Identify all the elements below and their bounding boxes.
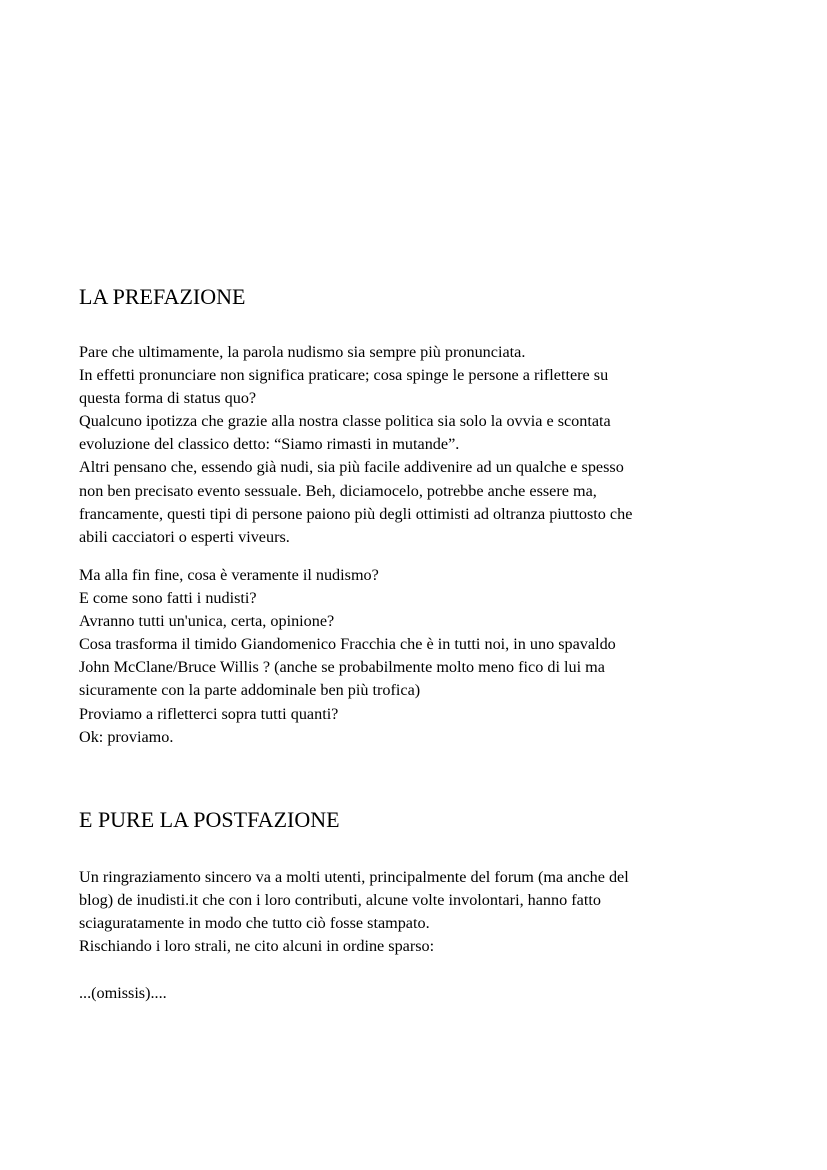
text-line: Altri pensano che, essendo già nudi, sia più facile addivenire ad un qualche e spesso	[79, 458, 624, 477]
text-line: E come sono fatti i nudisti?	[79, 589, 257, 608]
prefazione-heading: LA PREFAZIONE	[79, 284, 246, 309]
prefazione-paragraph-1	[79, 341, 759, 549]
text-line: Avranno tutti un'unica, certa, opinione?	[79, 612, 335, 631]
text-line: ...(omissis)....	[79, 984, 167, 1002]
postfazione-paragraph-2	[79, 982, 759, 1005]
postfazione-heading: E PURE LA POSTFAZIONE	[79, 807, 340, 832]
postfazione-paragraph-1	[79, 866, 759, 958]
prefazione-paragraph-2	[79, 564, 759, 749]
text-line: Pare che ultimamente, la parola nudismo sia sempre più pronunciata.	[79, 343, 526, 361]
text-line: non ben precisato evento sessuale. Beh, diciamocelo, potrebbe anche essere ma,	[79, 481, 597, 500]
text-line: evoluzione del classico detto: “Siamo rimasti in mutande”.	[79, 435, 460, 454]
text-line: sicuramente con la parte addominale ben più trofica)	[79, 681, 421, 700]
text-line: questa forma di status quo?	[79, 389, 257, 408]
text-line: blog) de inudisti.it che con i loro contributi, alcune volte involontari, hanno fatto	[79, 891, 601, 910]
text-line: sciaguratamente in modo che tutto ciò fosse stampato.	[79, 914, 430, 933]
text-line: Ma alla fin fine, cosa è veramente il nudismo?	[79, 566, 379, 584]
text-line: abili cacciatori o esperti viveurs.	[79, 527, 290, 546]
text-line: In effetti pronunciare non significa praticare; cosa spinge le persone a riflettere su	[79, 366, 609, 385]
text-line: John McClane/Bruce Willis ? (anche se probabilmente molto meno fico di lui ma	[79, 658, 605, 677]
text-line: Cosa trasforma il timido Giandomenico Fracchia che è in tutti noi, in uno spavaldo	[79, 635, 616, 654]
text-line: Rischiando i loro strali, ne cito alcuni in ordine sparso:	[79, 937, 435, 956]
text-line: Un ringraziamento sincero va a molti utenti, principalmente del forum (ma anche del	[79, 868, 629, 886]
text-line: Qualcuno ipotizza che grazie alla nostra classe politica sia solo la ovvia e scontata	[79, 412, 611, 431]
text-line: francamente, questi tipi di persone paiono più degli ottimisti ad oltranza piuttosto che	[79, 504, 633, 523]
text-line: Ok: proviamo.	[79, 727, 174, 746]
text-line: Proviamo a rifletterci sopra tutti quanti?	[79, 704, 339, 723]
